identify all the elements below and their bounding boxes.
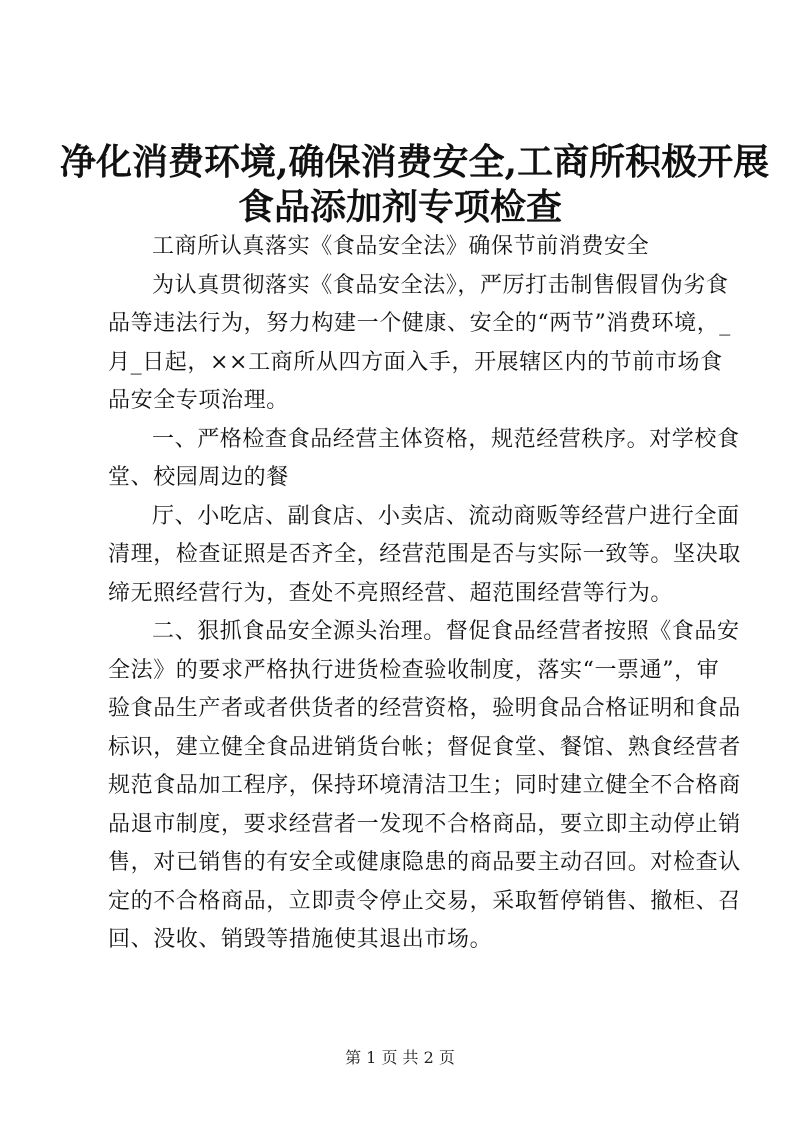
paragraph-line: 全法》的要求严格执行进货检查验收制度，落实“一票通”，审 <box>108 657 720 683</box>
paragraph-line: 验食品生产者或者供货者的经营资格，验明食品合格证明和食品 <box>108 696 741 721</box>
paragraph-line: 清理，检查证照是否齐全，经营范围是否与实际一致等。坚决取 <box>108 542 741 567</box>
paragraph-line: 标识，建立健全食品进销货台帐；督促食堂、餐馆、熟食经营者 <box>108 734 741 760</box>
paragraph-line: 品安全专项治理。 <box>108 388 289 413</box>
paragraph <box>108 421 740 498</box>
paragraph <box>108 498 741 614</box>
page-number-footer: 第 1 页 共 2 页 <box>345 1048 455 1067</box>
document-title-line-2: 食品添加剂专项检查 <box>237 186 562 228</box>
paragraph <box>108 613 741 960</box>
paragraph-line: 缔无照经营行为，查处不亮照经营、超范围经营等行为。 <box>108 580 674 606</box>
paragraph-line: 品退市制度，要求经营者一发现不合格商品，要立即主动停止销 <box>108 811 741 837</box>
paragraph-line: 规范食品加工程序，保持环境清洁卫生；同时建立健全不合格商 <box>108 773 741 798</box>
paragraph <box>108 228 704 267</box>
paragraph-line: 二、狠抓食品安全源头治理。督促食品经营者按照《食品安 <box>152 619 740 644</box>
paragraph-line: 定的不合格商品，立即责令停止交易，采取暂停销售、撤柜、召 <box>108 888 741 914</box>
paragraph-line: 回、没收、销毁等措施使其退出市场。 <box>108 927 493 952</box>
paragraph-line: 一、严格检查食品经营主体资格，规范经营秩序。对学校食 <box>152 426 740 452</box>
paragraph-line: 品等违法行为，努力构建一个健康、安全的“两节”消费环境，_ <box>108 311 731 336</box>
document-title-line-1: 净化消费环境,确保消费安全,工商所积极开展 <box>60 141 770 183</box>
paragraph-line: 工商所认真落实《食品安全法》确保节前消费安全 <box>152 234 650 259</box>
document-body <box>108 228 741 960</box>
paragraph-line: 为认真贯彻落实《食品安全法》，严厉打击制售假冒伪劣食 <box>152 272 729 298</box>
paragraph-line: 厅、小吃店、副食店、小卖店、流动商贩等经营户进行全面 <box>152 503 740 529</box>
paragraph-line: 堂、校园周边的餐 <box>108 465 289 490</box>
paragraph-line: 月_日起，××工商所从四方面入手，开展辖区内的节前市场食 <box>108 349 723 375</box>
paragraph-line: 售，对已销售的有安全或健康隐患的商品要主动召回。对检查认 <box>108 850 741 875</box>
paragraph <box>108 267 731 421</box>
